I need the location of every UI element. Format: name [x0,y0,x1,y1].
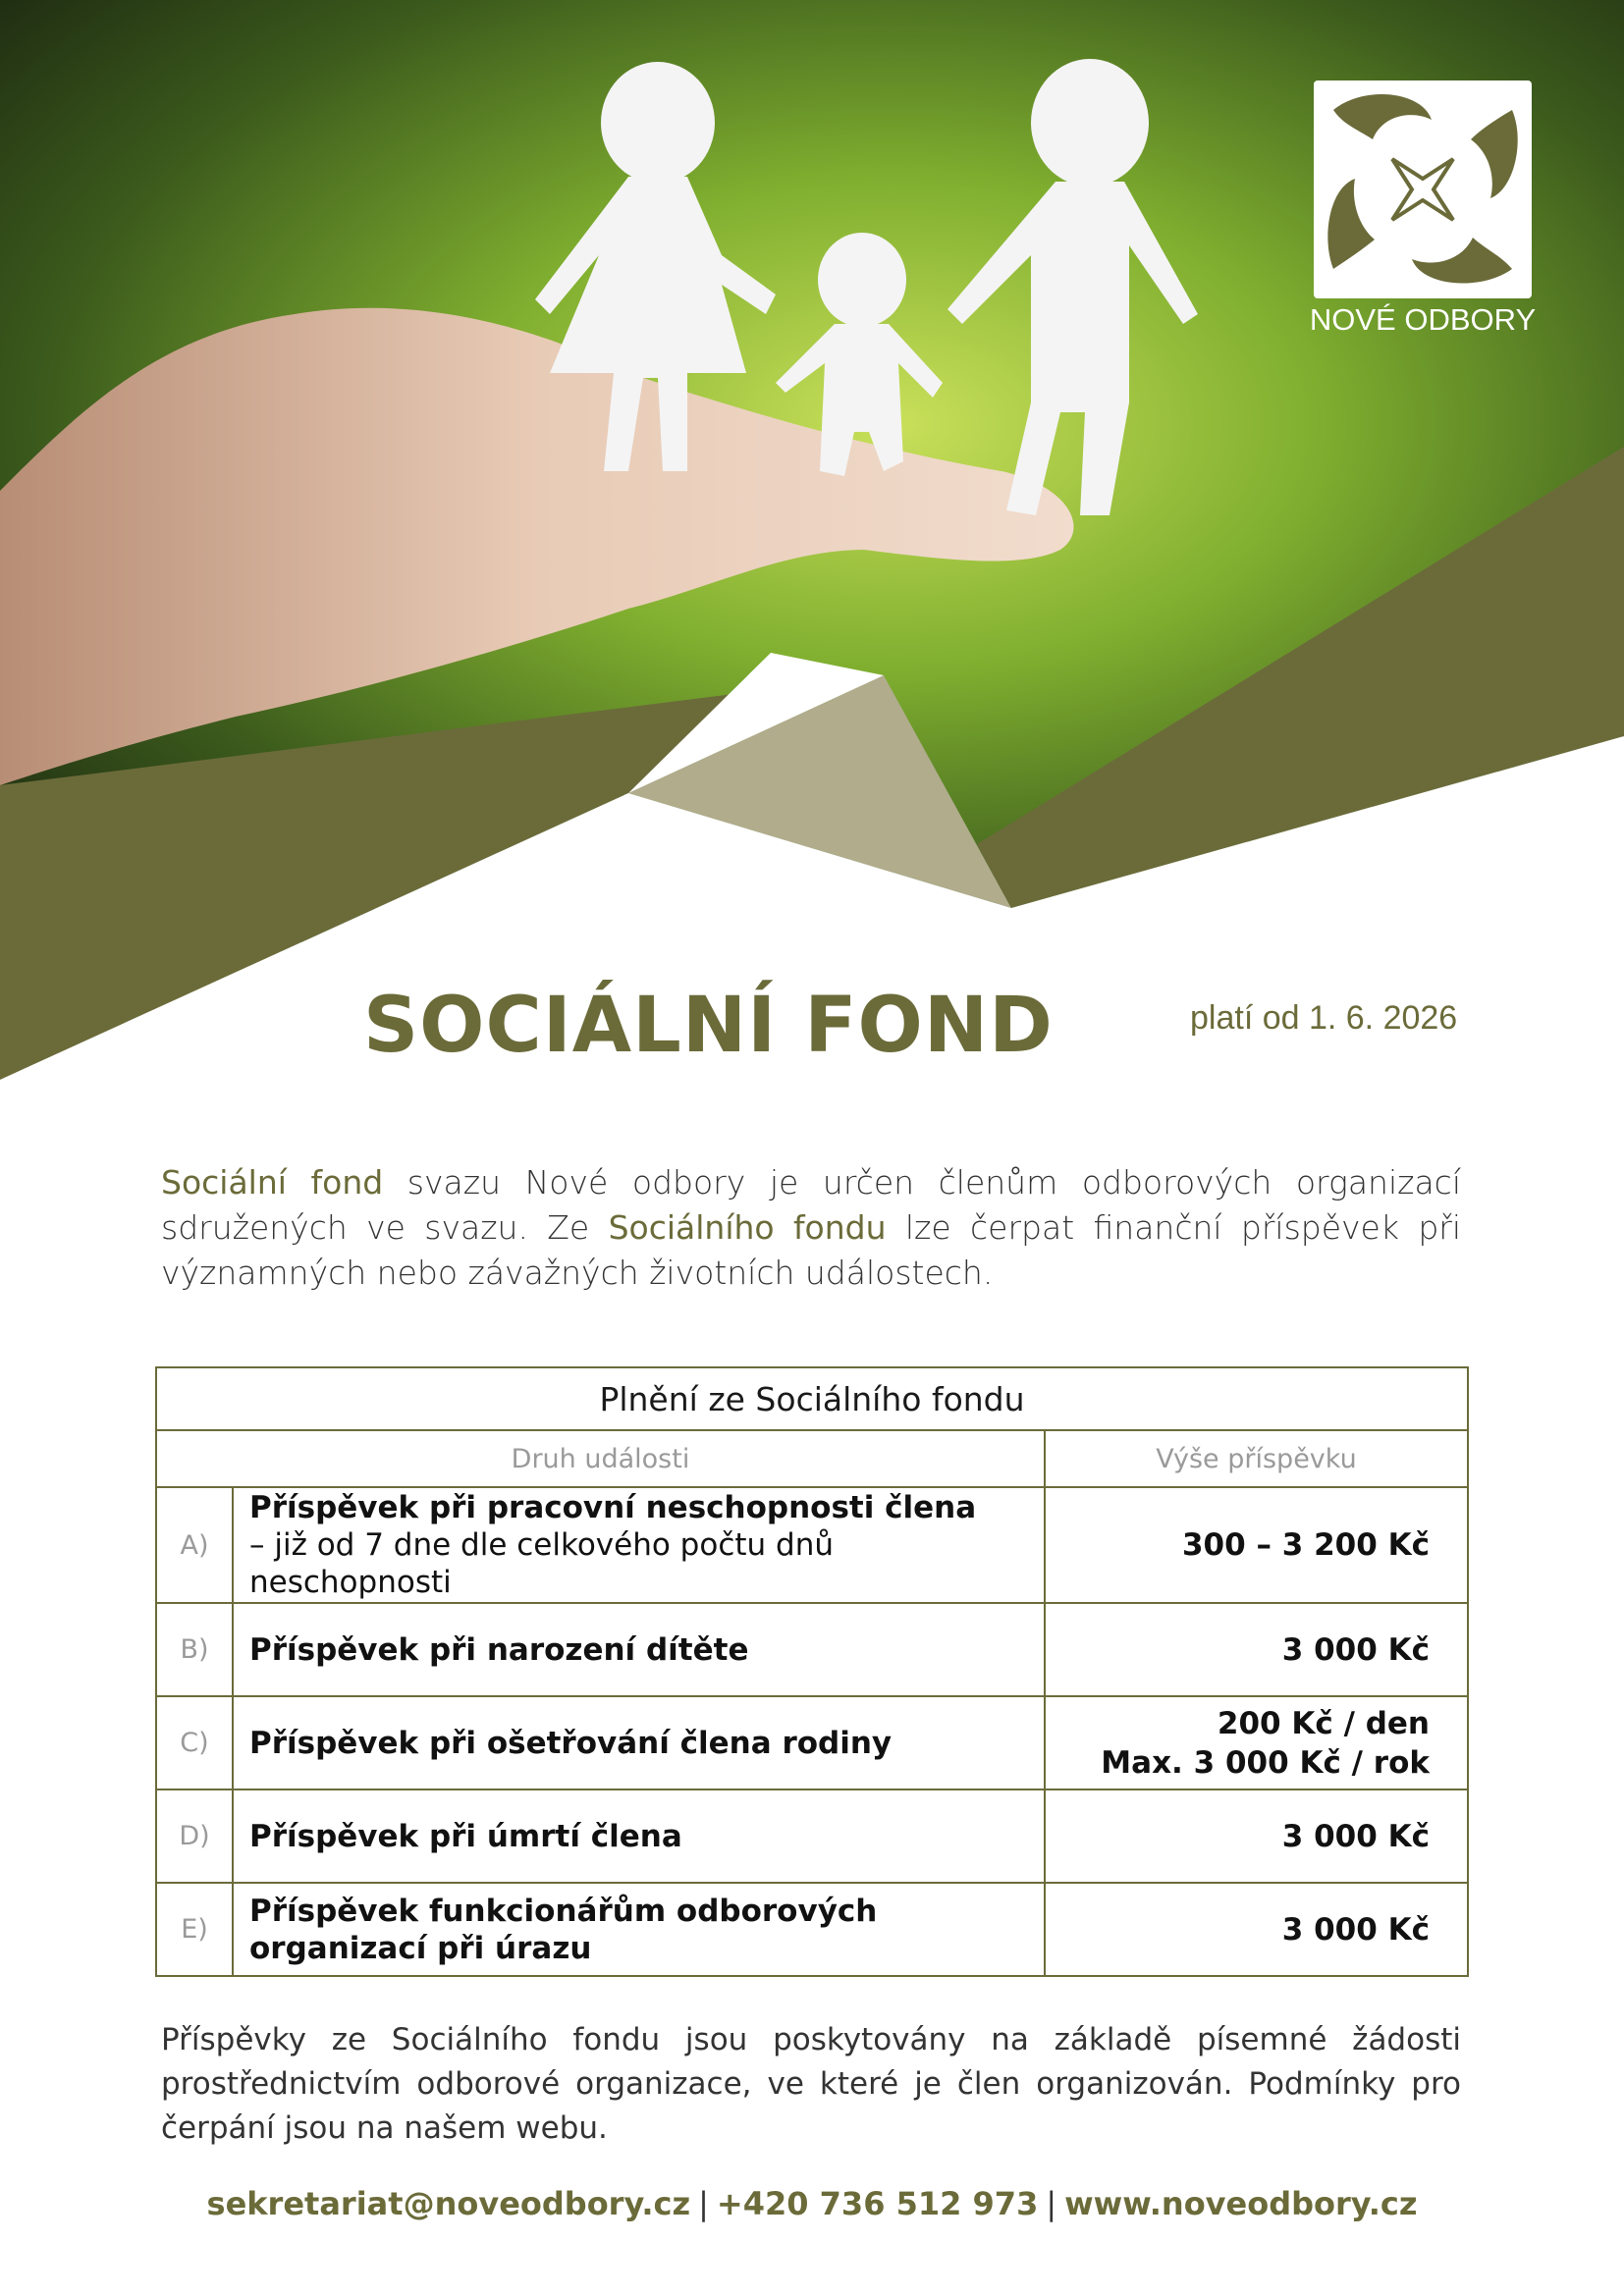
table-row [156,1883,1468,1976]
footer-note: Příspěvky ze Sociálního fondu jsou poskytovány na základě písemné žádosti prostřednictvím odborové organizace, ve které je člen organizován. Podmínky pro čerpání jsou na našem webu. [161,2022,1461,2146]
row-letter: D) [156,1789,233,1883]
contact-line [0,2185,1624,2222]
row-amount: 3 000 Kč [1045,1883,1468,1976]
row-amount: 300 – 3 200 Kč [1045,1487,1468,1603]
row-letter: B) [156,1603,233,1696]
logo-name: NOVÉ ODBORY [1309,302,1537,337]
column-header-amount: Výše příspěvku [1045,1430,1468,1487]
logo[interactable] [1309,80,1537,353]
row-description [233,1487,1045,1603]
intro-text-2: lze čerpat finanční příspěvek při významných nebo závažných životních událostech. [161,1208,1462,1292]
valid-from: platí od 1. 6. 2026 [1190,999,1458,1037]
contact-website[interactable]: www.noveodbory.cz [1064,2185,1418,2222]
row-amount: 3 000 Kč [1045,1603,1468,1696]
intro-term-2: Sociálního fondu [608,1208,887,1247]
row-title: Příspěvek funkcionářům odborových organizací při úrazu [233,1883,1045,1976]
intro-text-1: svazu Nové odbory je určen členům odborových organizací sdružených ve svazu. Ze [161,1163,1461,1247]
row-title: Příspěvek při ošetřování člena rodiny [233,1696,1045,1789]
intro-term-1: Sociální fond [161,1163,384,1201]
contact-email[interactable]: sekretariat@noveodbory.cz [206,2185,691,2222]
table-row [156,1487,1468,1603]
row-letter: E) [156,1883,233,1976]
row-amount [1045,1696,1468,1789]
logo-mark [1314,80,1532,298]
table-row [156,1696,1468,1789]
row-letter: A) [156,1487,233,1603]
row-amount-line-2: Max. 3 000 Kč / rok [1101,1744,1430,1781]
column-header-event: Druh události [156,1430,1045,1487]
page-title: SOCIÁLNÍ FOND [363,982,1054,1070]
row-title: Příspěvek při pracovní neschopnosti člena [249,1490,977,1525]
row-letter: C) [156,1696,233,1789]
contact-phone[interactable]: +420 736 512 973 [716,2185,1039,2222]
contact-separator: | [1046,2185,1057,2222]
hands-icon [1314,80,1532,298]
row-title: Příspěvek při úmrtí člena [233,1789,1045,1883]
row-subtitle: – již od 7 dne dle celkového počtu dnů neschopnosti [249,1527,834,1600]
table-row [156,1603,1468,1696]
row-title: Příspěvek při narození dítěte [233,1603,1045,1696]
intro-paragraph [161,1160,1461,1296]
contact-separator: | [698,2185,709,2222]
table-row [156,1789,1468,1883]
row-amount: 3 000 Kč [1045,1789,1468,1883]
table-caption: Plnění ze Sociálního fondu [156,1367,1468,1430]
row-amount-line-1: 200 Kč / den [1217,1705,1430,1741]
benefits-table [155,1366,1469,1977]
